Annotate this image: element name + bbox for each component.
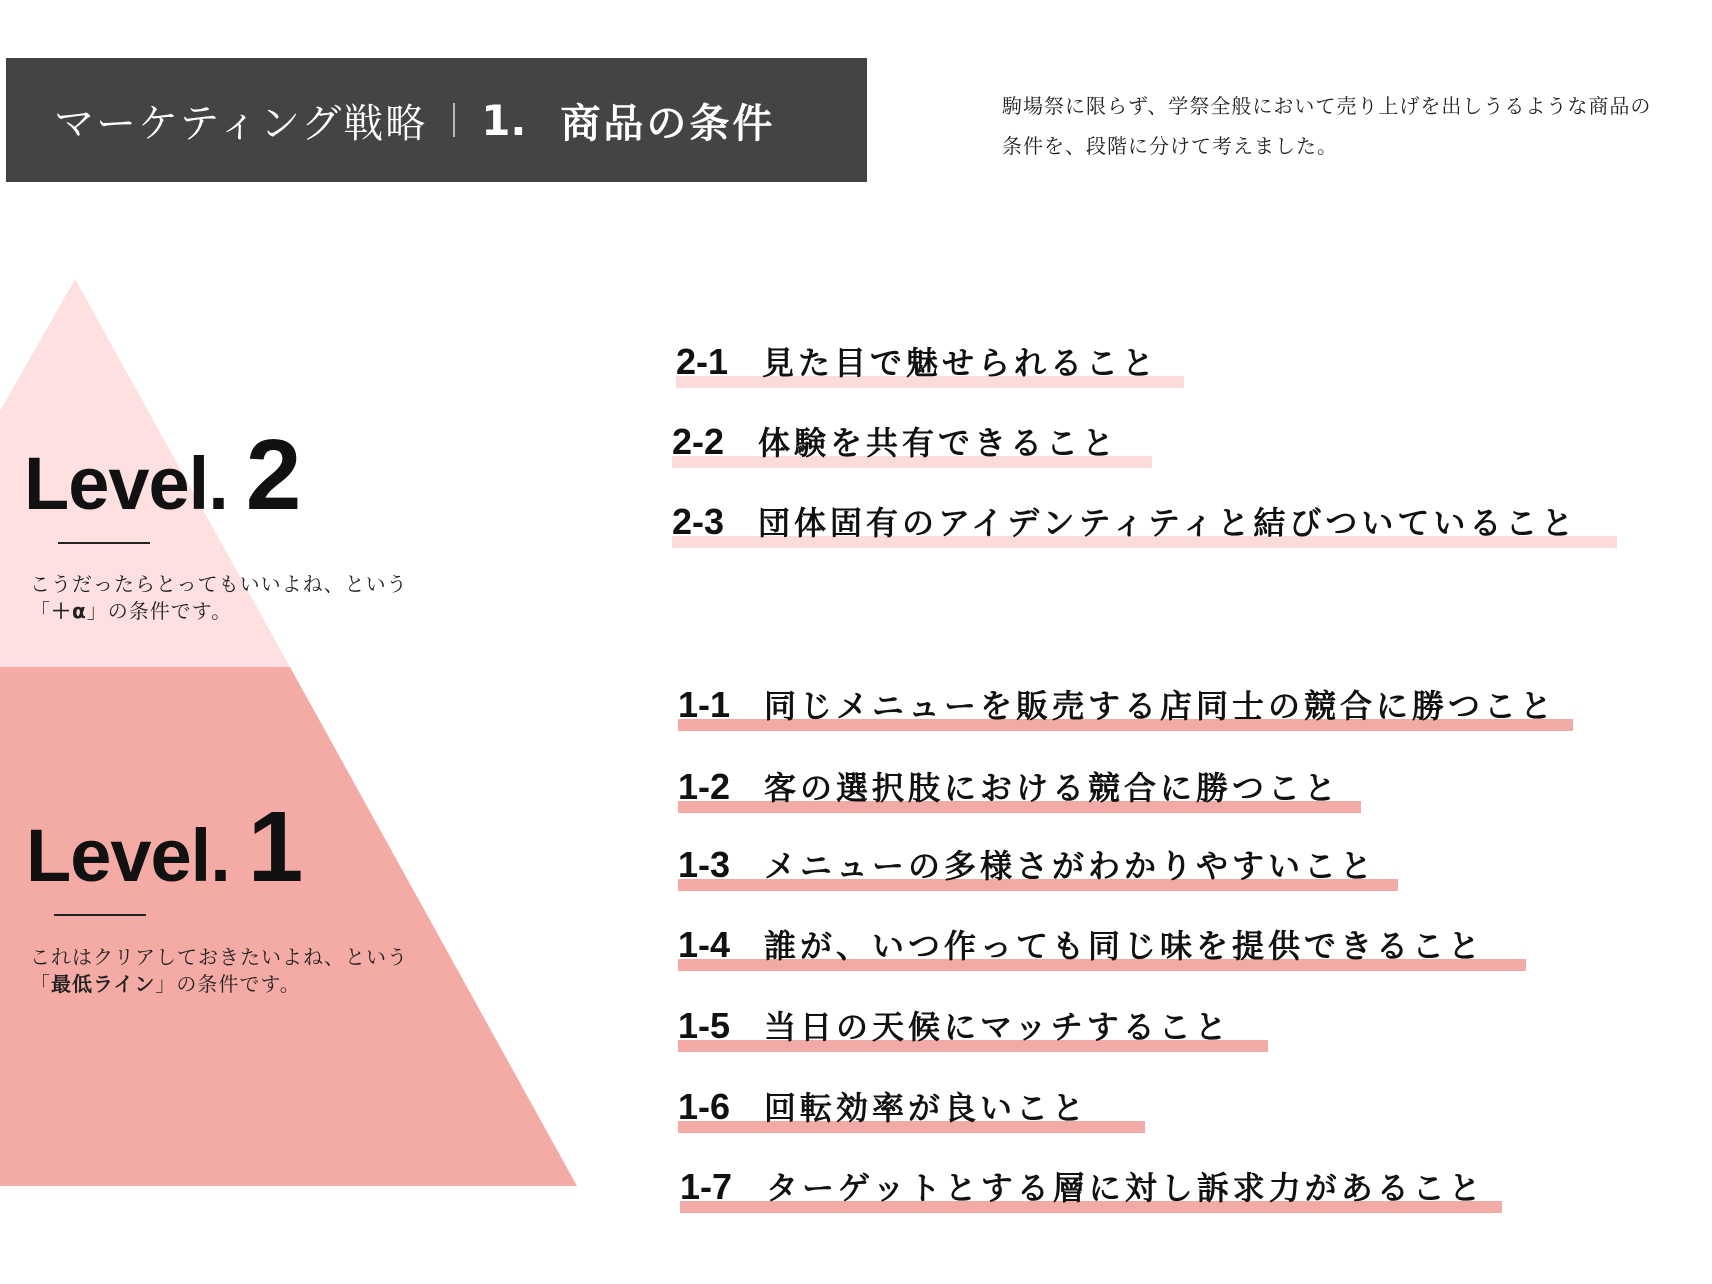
level1-heading — [26, 790, 303, 905]
quote-open: 「 — [30, 599, 51, 623]
level2-divider — [58, 542, 150, 544]
condition-item — [672, 500, 1617, 548]
condition-item — [678, 683, 1573, 731]
condition-item — [678, 923, 1526, 971]
level1-emphasis: 最低ライン — [51, 972, 156, 996]
condition-label: 体験を共有できること — [758, 424, 1119, 462]
level1-word: Level. — [26, 814, 230, 897]
level2-description — [30, 571, 408, 625]
condition-code: 1-4 — [678, 924, 731, 965]
condition-code: 1-2 — [678, 766, 731, 807]
level1-desc-line2 — [30, 971, 408, 998]
condition-text — [672, 418, 1118, 464]
condition-item — [676, 340, 1184, 388]
condition-item — [678, 765, 1361, 813]
condition-code: 1-5 — [678, 1005, 731, 1046]
condition-code: 2-2 — [672, 421, 725, 462]
page-title: マーケティング戦略 — [54, 100, 428, 147]
level2-number: 2 — [245, 419, 302, 531]
condition-code: 1-1 — [678, 684, 731, 725]
condition-text — [672, 498, 1577, 544]
section-title: 商品の条件 — [560, 100, 776, 147]
condition-label: 同じメニューを販売する店同士の競合に勝つこと — [764, 687, 1557, 725]
condition-code: 1-7 — [680, 1166, 733, 1207]
level2-desc-line2 — [30, 598, 408, 625]
condition-label: 当日の天候にマッチすること — [764, 1008, 1231, 1046]
condition-code: 2-3 — [672, 501, 725, 542]
quote-open: 「 — [30, 972, 51, 996]
condition-text — [676, 338, 1158, 384]
condition-text — [678, 763, 1340, 809]
level2-desc-line1: こうだったらとってもいいよね、という — [30, 572, 408, 596]
level2-heading — [24, 418, 301, 533]
condition-item — [678, 843, 1398, 891]
intro-text — [1002, 86, 1692, 166]
condition-item — [678, 1004, 1268, 1052]
condition-code: 1-3 — [678, 844, 731, 885]
level1-divider — [54, 914, 146, 916]
section-number: 1. — [481, 95, 527, 145]
condition-code: 2-1 — [676, 341, 729, 382]
level1-desc-line1: これはクリアしておきたいよね、という — [30, 945, 408, 969]
condition-label: 回転効率が良いこと — [764, 1089, 1089, 1127]
condition-label: 団体固有のアイデンティティと結びついていること — [758, 504, 1578, 542]
condition-text — [678, 1083, 1088, 1129]
condition-text — [678, 841, 1376, 887]
level-pyramid — [0, 0, 600, 1284]
condition-label: ターゲットとする層に対し訴求力があること — [766, 1169, 1485, 1207]
level1-description — [30, 944, 408, 998]
condition-label: メニューの多様さがわかりやすいこと — [764, 847, 1377, 885]
condition-label: 客の選択肢における競合に勝つこと — [764, 769, 1341, 807]
condition-text — [678, 681, 1556, 727]
pyramid-level1-section — [0, 667, 577, 1186]
intro-line-2: 条件を、段階に分けて考えました。 — [1002, 134, 1338, 158]
condition-text — [678, 1002, 1231, 1048]
level1-number: 1 — [247, 791, 304, 903]
condition-label: 見た目で魅せられること — [762, 344, 1159, 382]
condition-text — [678, 921, 1484, 967]
condition-item — [680, 1165, 1502, 1213]
condition-label: 誰が、いつ作っても同じ味を提供できること — [764, 927, 1485, 965]
condition-item — [672, 420, 1152, 468]
level2-emphasis: ＋α — [51, 599, 87, 623]
intro-line-1: 駒場祭に限らず、学祭全般において売り上げを出しうるような商品の — [1002, 94, 1652, 118]
condition-item — [678, 1085, 1145, 1133]
quote-close-text: 」の条件です。 — [86, 599, 233, 623]
level2-word: Level. — [24, 442, 228, 525]
quote-close-text: 」の条件です。 — [155, 972, 301, 996]
condition-text — [680, 1163, 1485, 1209]
condition-code: 1-6 — [678, 1086, 731, 1127]
